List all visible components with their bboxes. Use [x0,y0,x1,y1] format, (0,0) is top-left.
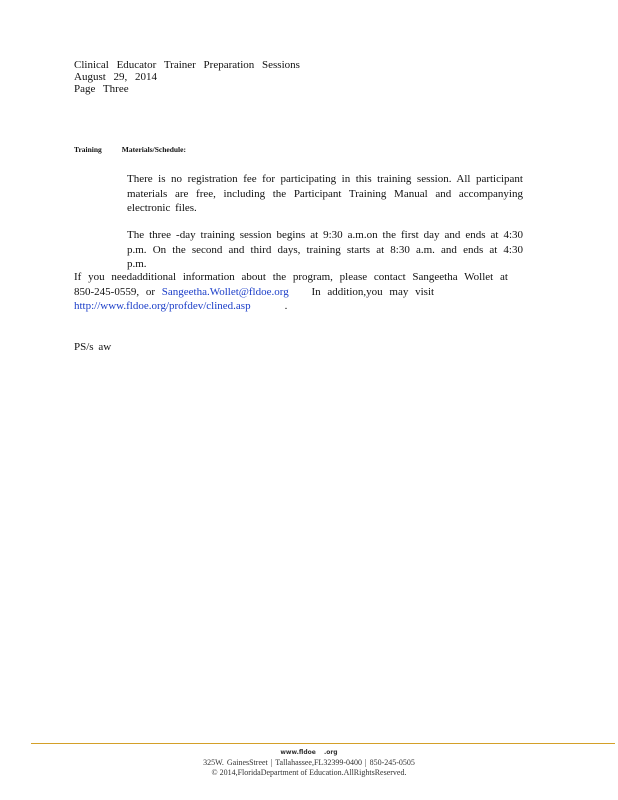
program-url-link[interactable]: http://www.fldoe.org/profdev/clined.asp [74,300,251,312]
letter-header [74,59,300,95]
footer-copyright: © 2014,FloridaDepartment of Education.AllRightsReserved. [211,768,407,777]
bullet-item-schedule [108,228,523,272]
contact-line-1: If you needadditional information about the program, please contact Sangeetha Wollet at [74,271,508,283]
bullet-text: The three -day training session begins at 9:30 a.m.on the first day and ends at 4:30 p.m. On the second and third days, training starts at 8:30 a.m. and ends at 4:30 p.m. [127,229,523,270]
url-period: . [284,300,288,312]
page-footer [0,748,618,778]
contact-phone-text: 850-245-0559, or [74,285,155,298]
bullet-text: There is no registration fee for participating in this training session. All participant materials are free, including the Participant Training Manual and accompanying electronic files. [127,173,523,214]
footer-address: 325W. GainesStreet | Tallahassee,FL32399-0400 | 850-245-0505 [203,758,415,767]
contact-line-3 [74,299,504,314]
header-date: August 29, 2014 [74,71,158,83]
reference-initials: PS/s aw [74,341,112,353]
bullet-item-registration [108,172,523,216]
section-heading [74,145,186,154]
header-page-number: Page Three [74,83,129,95]
contact-paragraph [74,270,508,314]
heading-materials-schedule: Materials/Schedule: [121,145,186,154]
heading-training: Training [74,145,102,154]
contact-visit-text: In addition,you may visit [311,285,435,298]
contact-email-link[interactable]: Sangeetha.Wollet@fldoe.org [161,285,289,298]
footer-divider [31,743,615,744]
footer-website: www.fldoe .org [280,749,338,756]
header-title: Clinical Educator Trainer Preparation Sessions [74,59,300,71]
contact-line-2 [74,285,504,300]
